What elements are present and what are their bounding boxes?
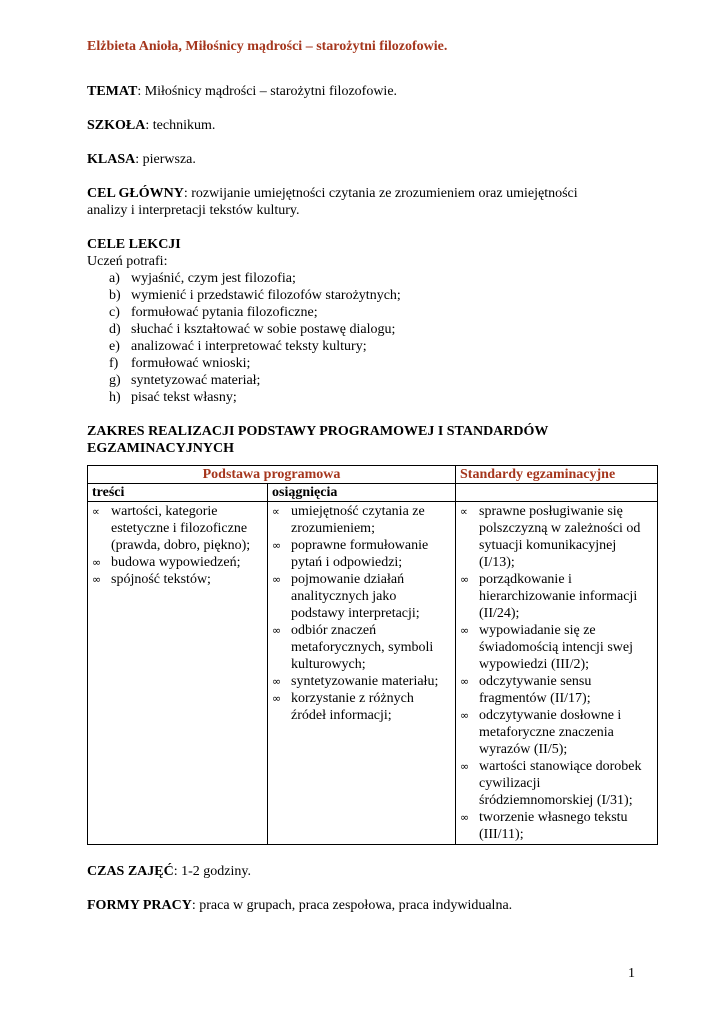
- field-szkola-label: SZKOŁA: [87, 118, 146, 133]
- goal-text: słuchać i kształtować w sobie postawę dialogu;: [131, 322, 396, 337]
- standardy-item-text: tworzenie własnego tekstu (III/11);: [479, 810, 628, 842]
- col-podstawa-header: Podstawa programowa: [88, 466, 456, 484]
- goal-letter: a): [109, 271, 120, 286]
- bullet-icon: ∞: [460, 709, 470, 722]
- standardy-item-text: sprawne posługiwanie się polszczyzną w zależności od sytuacji komunikacyjnej (I/13);: [479, 504, 641, 570]
- goal-item: [109, 304, 657, 321]
- field-cel-glowny: [87, 185, 617, 219]
- standardy-item-text: odczytywanie sensu fragmentów (II/17);: [479, 674, 592, 706]
- tresci-list: [92, 503, 263, 588]
- osiagniecia-item: [272, 622, 451, 673]
- sub-osiagniecia: osiągnięcia: [268, 484, 456, 502]
- osiagniecia-item: [272, 690, 451, 724]
- tresci-item-text: budowa wypowiedzeń;: [111, 555, 241, 570]
- tresci-item-text: wartości, kategorie estetyczne i filozoficzne (prawda, dobro, piękno);: [111, 504, 251, 553]
- standardy-item-text: porządkowanie i hierarchizowanie informacji (II/24);: [479, 572, 638, 621]
- tresci-item: [92, 571, 263, 588]
- document-header-title: Elżbieta Anioła, Miłośnicy mądrości – starożytni filozofowie.: [87, 39, 448, 54]
- cell-osiagniecia: [268, 502, 456, 845]
- osiagniecia-item: [272, 673, 451, 690]
- goal-text: analizować i interpretować teksty kultury;: [131, 339, 367, 354]
- field-temat-label: TEMAT: [87, 84, 138, 99]
- curriculum-table: [87, 465, 658, 845]
- bullet-icon: ∞: [460, 573, 470, 586]
- goal-letter: d): [109, 322, 121, 337]
- goal-letter: e): [109, 339, 120, 354]
- osiagniecia-item: [272, 503, 451, 537]
- goal-letter: h): [109, 390, 121, 405]
- goals-intro: Uczeń potrafi:: [87, 254, 168, 269]
- bullet-icon: ∞: [460, 760, 470, 773]
- standardy-item: [460, 571, 653, 622]
- bullet-icon: ∞: [272, 692, 282, 705]
- goal-item: [109, 372, 657, 389]
- cell-standardy: [456, 502, 658, 845]
- field-szkola-value: : technikum.: [145, 118, 216, 133]
- goal-item: [109, 355, 657, 372]
- col-standardy-header: Standardy egzaminacyjne: [456, 466, 658, 484]
- bullet-icon: ∞: [272, 573, 282, 586]
- field-klasa-label: KLASA: [87, 152, 136, 167]
- field-formy-value: : praca w grupach, praca zespołowa, praca indywidualna.: [191, 898, 513, 913]
- cell-tresci: [88, 502, 268, 845]
- osiagniecia-list: [272, 503, 451, 724]
- goal-letter: b): [109, 288, 121, 303]
- osiagniecia-item-text: pojmowanie działań analitycznych jako podstawy interpretacji;: [291, 572, 420, 621]
- goal-letter: g): [109, 373, 121, 388]
- standardy-item: [460, 758, 653, 809]
- bullet-icon: ∞: [272, 675, 282, 688]
- standardy-item-text: odczytywanie dosłowne i metaforyczne znaczenia wyrazów (II/5);: [479, 708, 622, 757]
- field-czas: [87, 863, 657, 880]
- goals-list: [87, 270, 657, 406]
- bullet-icon: ∞: [460, 811, 470, 824]
- field-formy-label: FORMY PRACY: [87, 898, 192, 913]
- goals-heading: CELE LEKCJI: [87, 237, 181, 252]
- goal-text: formułować wnioski;: [131, 356, 251, 371]
- table-subheader-row: [88, 484, 658, 502]
- table-header-row: [88, 466, 658, 484]
- osiagniecia-item-text: umiejętność czytania ze zrozumieniem;: [291, 504, 425, 536]
- field-czas-label: CZAS ZAJĘĆ: [87, 864, 174, 879]
- goal-text: formułować pytania filozoficzne;: [131, 305, 318, 320]
- field-czas-value: : 1-2 godziny.: [173, 864, 251, 879]
- bullet-icon: ∞: [272, 539, 282, 552]
- bullet-icon: ∝: [460, 505, 468, 518]
- field-cel-value: : rozwijanie umiejętności czytania ze zrozumieniem oraz umiejętności analizy i interpretacji tekstów kultury.: [87, 186, 578, 218]
- standardy-item: [460, 809, 653, 843]
- goal-item: [109, 287, 657, 304]
- scope-heading: ZAKRES REALIZACJI PODSTAWY PROGRAMOWEJ I STANDARDÓW EGZAMINACYJNYCH: [87, 424, 549, 456]
- goal-item: [109, 389, 657, 406]
- standardy-item: [460, 707, 653, 758]
- goal-item: [109, 338, 657, 355]
- tresci-item: [92, 503, 263, 554]
- table-content-row: [88, 502, 658, 845]
- field-formy: [87, 897, 657, 914]
- bullet-icon: ∞: [272, 624, 282, 637]
- osiagniecia-item-text: poprawne formułowanie pytań i odpowiedzi;: [291, 538, 429, 570]
- field-temat: [87, 83, 657, 100]
- osiagniecia-item: [272, 537, 451, 571]
- bullet-icon: ∞: [92, 573, 102, 586]
- field-szkola: [87, 117, 657, 134]
- osiagniecia-item-text: korzystanie z różnych źródeł informacji;: [291, 691, 414, 723]
- goal-item: [109, 321, 657, 338]
- document-page: [87, 38, 657, 931]
- bullet-icon: ∞: [92, 556, 102, 569]
- bullet-icon: ∝: [92, 505, 100, 518]
- osiagniecia-item-text: odbiór znaczeń metaforycznych, symboli kulturowych;: [291, 623, 434, 672]
- sub-empty: [456, 484, 658, 502]
- osiagniecia-item: [272, 571, 451, 622]
- bullet-icon: ∝: [272, 505, 280, 518]
- tresci-item: [92, 554, 263, 571]
- field-klasa: [87, 151, 657, 168]
- goal-letter: c): [109, 305, 120, 320]
- goal-text: wymienić i przedstawić filozofów starożytnych;: [131, 288, 401, 303]
- field-cel-label: CEL GŁÓWNY: [87, 186, 184, 201]
- goal-letter: f): [109, 356, 119, 371]
- bullet-icon: ∞: [460, 624, 470, 637]
- goal-item: [109, 270, 657, 287]
- goal-text: syntetyzować materiał;: [131, 373, 261, 388]
- field-temat-value: : Miłośnicy mądrości – starożytni filozofowie.: [137, 84, 398, 99]
- standardy-item: [460, 503, 653, 571]
- standardy-list: [460, 503, 653, 843]
- goal-text: wyjaśnić, czym jest filozofia;: [131, 271, 296, 286]
- sub-tresci: treści: [88, 484, 268, 502]
- lesson-goals: [87, 236, 657, 406]
- goal-text: pisać tekst własny;: [131, 390, 237, 405]
- page-number: 1: [628, 966, 635, 981]
- standardy-item: [460, 622, 653, 673]
- field-klasa-value: : pierwsza.: [135, 152, 196, 167]
- standardy-item-text: wartości stanowiące dorobek cywilizacji śródziemnomorskiej (I/31);: [479, 759, 642, 808]
- tresci-item-text: spójność tekstów;: [111, 572, 211, 587]
- standardy-item: [460, 673, 653, 707]
- standardy-item-text: wypowiadanie się ze świadomością intencji swej wypowiedzi (III/2);: [479, 623, 633, 672]
- bullet-icon: ∞: [460, 675, 470, 688]
- osiagniecia-item-text: syntetyzowanie materiału;: [291, 674, 439, 689]
